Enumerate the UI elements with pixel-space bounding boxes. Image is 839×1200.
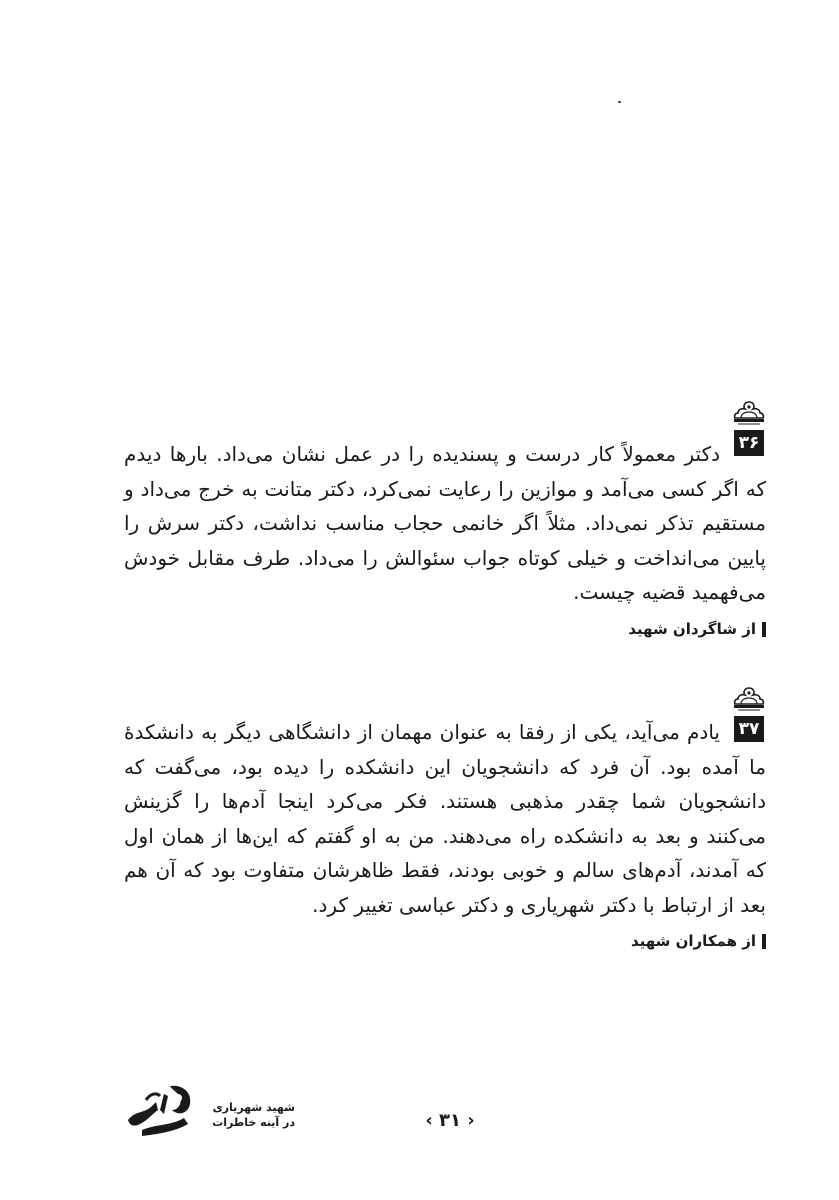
memoir-number-marker: [732, 400, 766, 456]
memoir-attribution: [124, 931, 766, 951]
page-number: ‹ ۳۱ ›: [425, 1110, 475, 1131]
memoir-number: ۳۶: [734, 430, 764, 456]
page-footer: [0, 1078, 839, 1158]
memoir-36: [124, 400, 766, 639]
memoir-number-marker: [732, 686, 766, 742]
ornament-icon: [732, 400, 766, 430]
memoir-text: یادم می‌آید، یکی از رفقا به عنوان مهمان از دانشگاهی دیگر به دانشکدهٔ ما آمده بود. آن فرد که دانشجویان این دانشکده را دیده بود، می‌گفت که دانشجویان شما چقدر مذهبی هستند. فکر می‌کرد اینجا آدم‌ها را گزینش می‌کنند و بعد به دانشکده راه می‌دهند. من به او گفتم که این‌ها از همان اول که آمدند، آدم‌های سالم و خوبی بودند، فقط ظاهرشان متفاوت بود که آن هم بعد از ارتباط با دکتر شهریاری و دکتر عباسی تغییر کرد.: [124, 720, 766, 917]
attribution-label: از شاگردان شهید: [628, 619, 756, 638]
attribution-bar: [762, 934, 766, 949]
book-series-title: [203, 1100, 295, 1130]
memoir-attribution: [124, 619, 766, 639]
ink-speck: [618, 101, 621, 103]
memoir-text: دکتر معمولاً کار درست و پسندیده را در عمل نشان می‌داد. بارها دیدم که اگر کسی می‌آمد و موازین را رعایت نمی‌کرد، دکتر متانت به خرج می‌داد و مستقیم تذکر نمی‌داد. مثلاً اگر خانمی حجاب مناسب نداشت، دکتر سرش را پایین می‌انداخت و خیلی کوتاه جواب سئوالش را می‌داد. طرف مقابل خودش می‌فهمید قضیه چیست.: [124, 442, 766, 604]
attribution-bar: [762, 622, 766, 637]
ornament-icon: [732, 686, 766, 716]
attribution-label: از همکاران شهید: [630, 932, 756, 950]
memoir-37: [124, 686, 766, 951]
book-logo: [122, 1080, 198, 1142]
series-line-2: در آینه خاطرات: [212, 1116, 295, 1129]
series-line-1: شهید شهریاری: [212, 1101, 295, 1114]
memoir-number: ۳۷: [734, 716, 764, 742]
